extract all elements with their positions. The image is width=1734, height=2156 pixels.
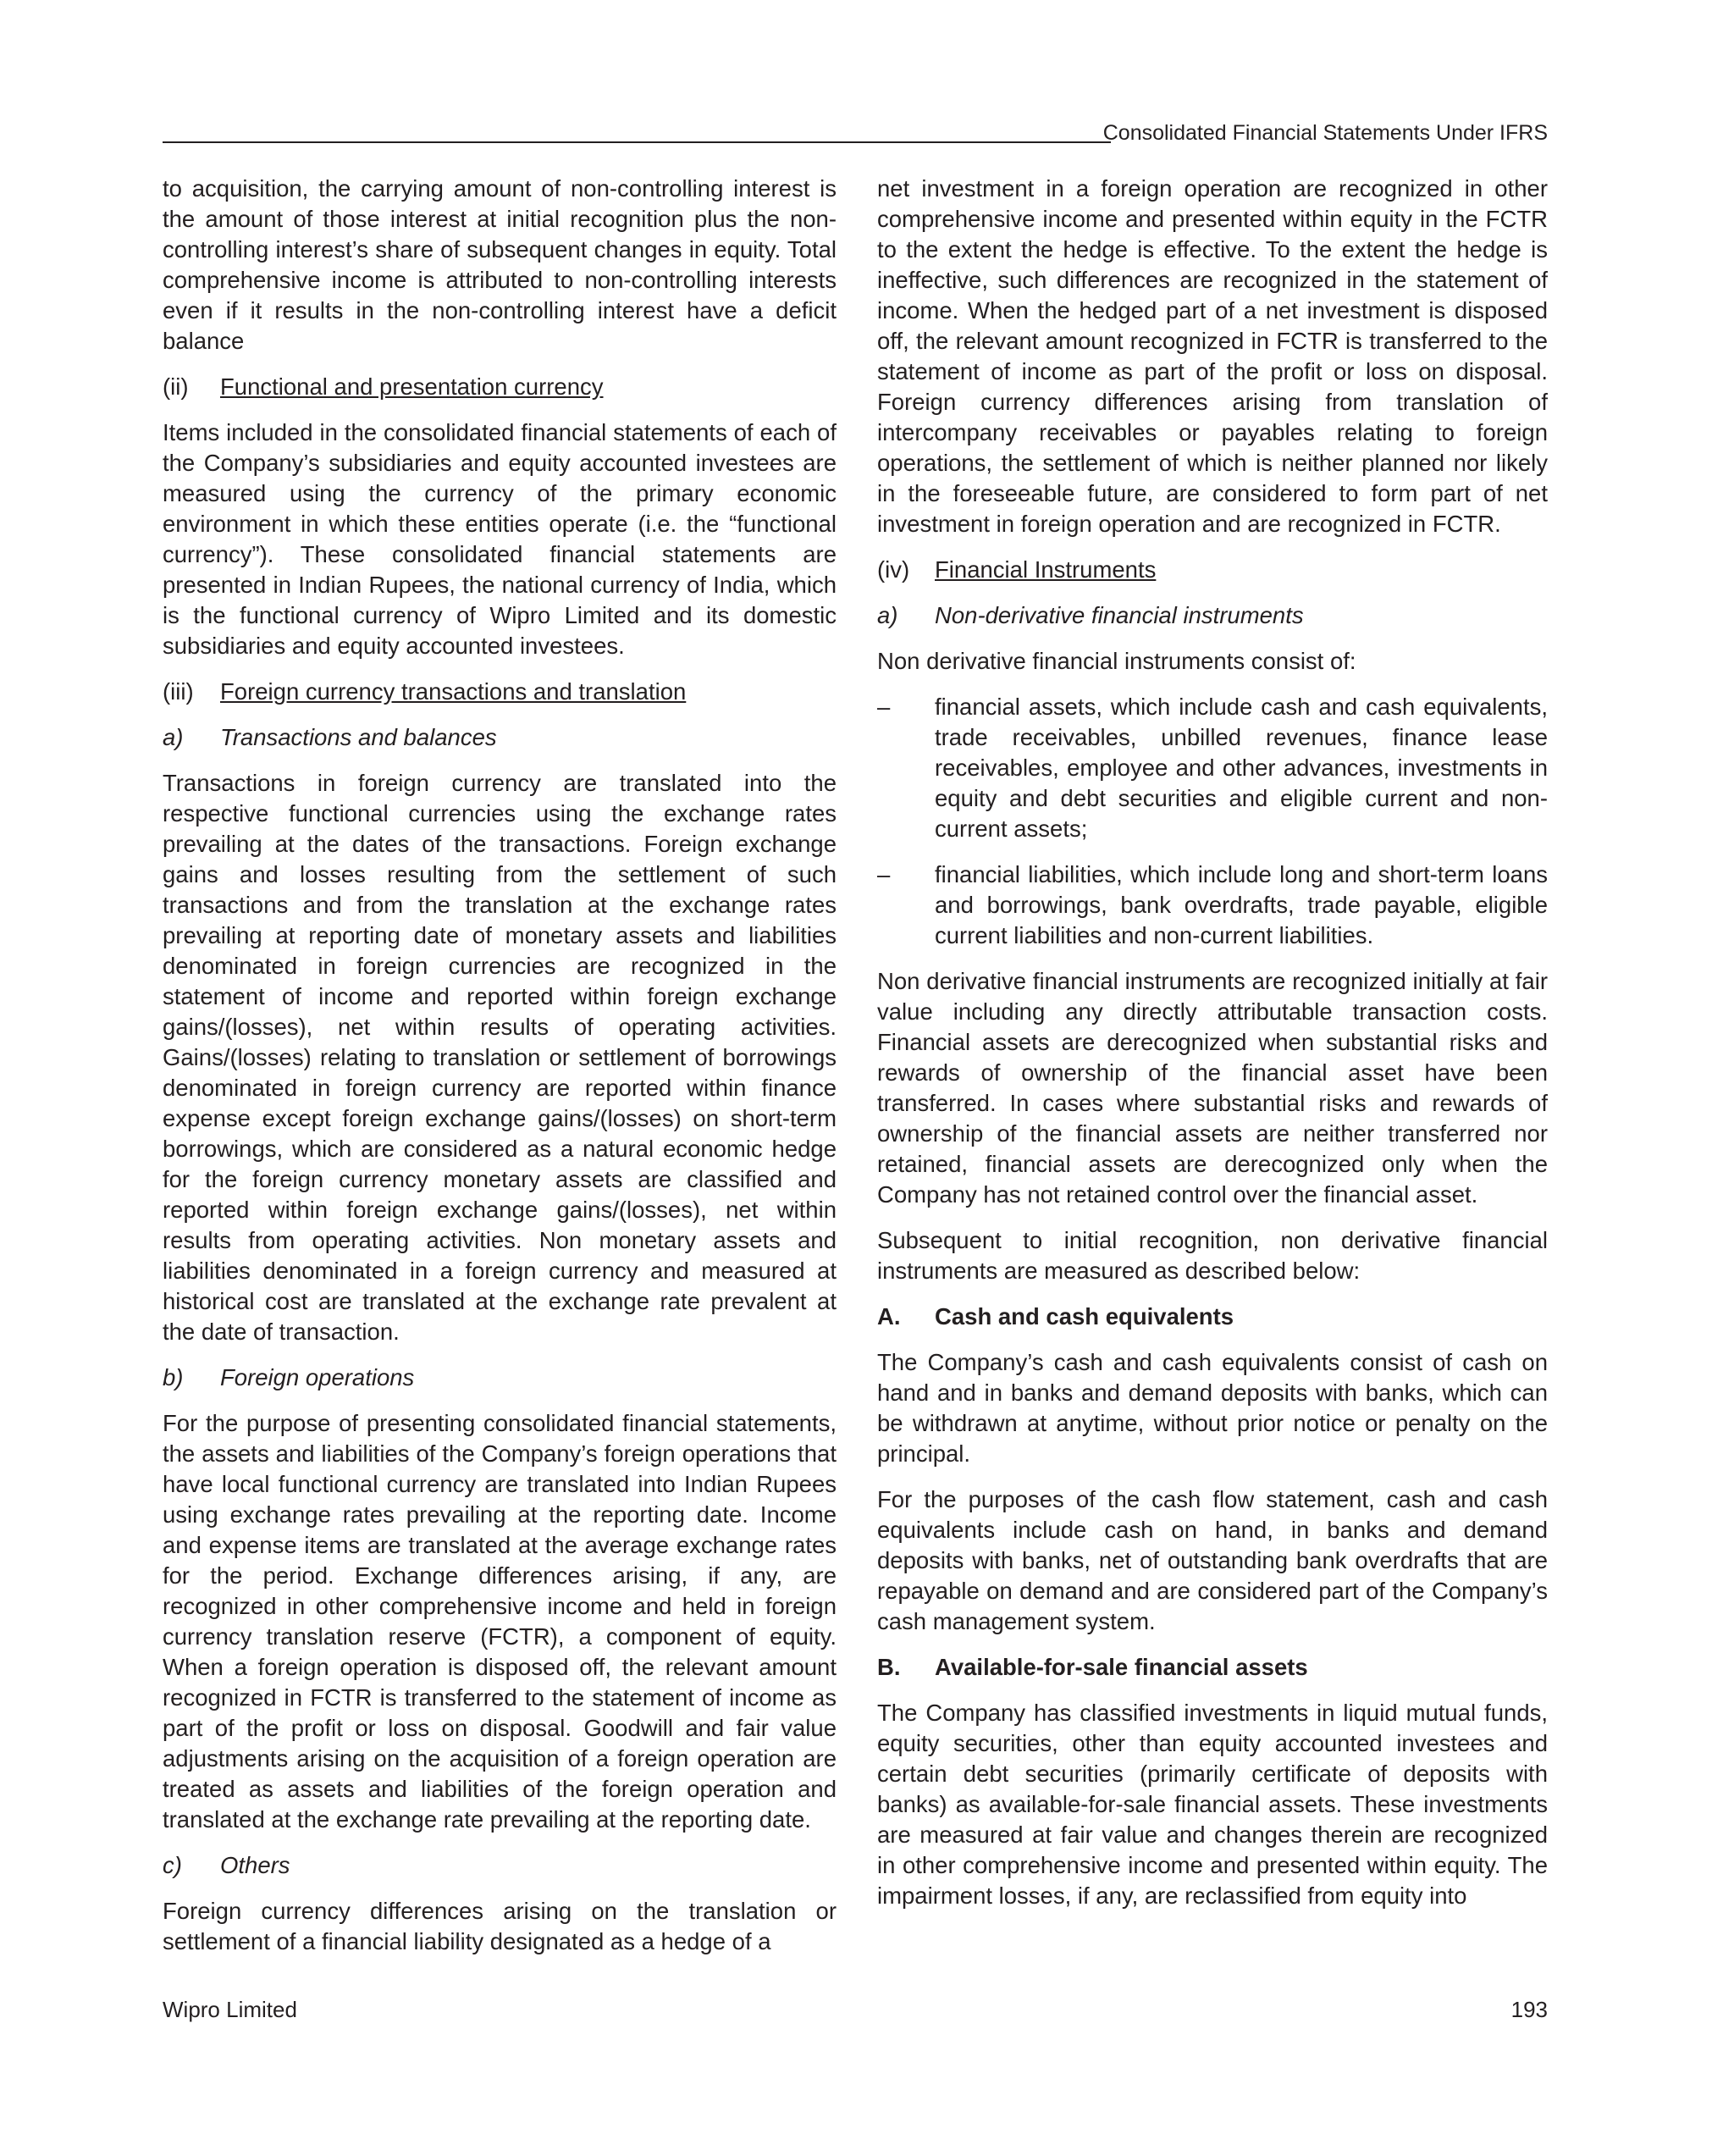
section-number: (ii) [163, 373, 189, 400]
paragraph: Non derivative financial instruments are recognized initially at fair value including any directly attributable transaction costs. Financial assets are derecognized when substantial risks and rewards of ownership of the financial asset have been transferred. In cases where substantial risks and rewards of ownership of the financial assets are neither transferred nor retained, financial assets are derecognized only when the Company has not retained control over the financial asset. [877, 968, 1548, 1208]
paragraph: For the purpose of presenting consolidated financial statements, the assets and liabilities of the Company’s foreign operations that have local functional currency are translated into Indian Rupees using exchange rates prevailing at the reporting date. Income and expense items are translated at the average exchange rates for the period. Exchange differences arising, if any, are recognized in other comprehensive income and held in foreign currency translation reserve (FCTR), a component of equity. When a foreign operation is disposed off, the relevant amount recognized in FCTR is transferred to the statement of income as part of the profit or loss on disposal. Goodwill and fair value adjustments arising on the acquisition of a foreign operation are treated as assets and liabilities of the foreign operation and translated at the exchange rate prevailing at the reporting date. [163, 1410, 837, 1833]
subsection-letter: b) [163, 1364, 184, 1390]
section-heading-iii [163, 677, 837, 707]
heading-title: Available-for-sale financial assets [935, 1654, 1308, 1680]
paragraph: to acquisition, the carrying amount of non-controlling interest is the amount of those interest at initial recognition plus the non-controlling interest’s share of subsequent changes in equity. Total comprehensive income is attributed to non-controlling interests even if it results in the non-controlling interest have a deficit balance [163, 175, 837, 354]
subsection-heading-c [163, 1850, 837, 1881]
paragraph: Items included in the consolidated financial statements of each of the Company’s subsidiaries and equity accounted investees are measured using the currency of the primary economic environment in which these entities operate (i.e. the “functional currency”). These consolidated financial statements are presented in Indian Rupees, the national currency of India, which is the functional currency of Wipro Limited and its domestic subsidiaries and equity accounted investees. [163, 419, 837, 659]
list-item [877, 860, 1548, 951]
paragraph: Transactions in foreign currency are translated into the respective functional currencies using the exchange rates prevailing at the dates of the transactions. Foreign exchange gains and losses resulting from the settlement of such transactions and from the translation at the exchange rates prevailing at reporting date of monetary assets and liabilities denominated in foreign currencies are recognized in the statement of income and reported within foreign exchange gains/(losses), net within results of operating activities. Gains/(losses) relating to translation or settlement of borrowings denominated in foreign currency are reported within finance expense except foreign exchange gains/(losses) on short-term borrowings, which are considered as a natural economic hedge for the foreign currency monetary assets are classified and reported within foreign exchange gains/(losses), net within results from operating activities. Non monetary assets and liabilities denominated in a foreign currency and measured at historical cost are translated at the exchange rate prevalent at the date of transaction. [163, 770, 837, 1345]
subsection-letter: a) [163, 724, 184, 750]
subsection-letter: c) [163, 1852, 182, 1878]
header-rule [163, 141, 1111, 143]
list-item-text: financial assets, which include cash and cash equivalents, trade receivables, unbilled revenues, finance lease receivables, employee and other advances, investments in equity and debt securities and eligible current and non-current assets; [935, 694, 1548, 842]
bullet-dash: – [877, 694, 891, 720]
heading-cash-equivalents [877, 1302, 1548, 1332]
section-number: (iii) [163, 678, 194, 705]
section-heading-ii [163, 372, 837, 402]
page-number: 193 [1510, 1997, 1548, 2022]
subsection-title: Foreign operations [220, 1364, 415, 1390]
section-title: Financial Instruments [935, 556, 1157, 583]
subsection-title: Transactions and balances [220, 724, 497, 750]
section-number: (iv) [877, 556, 910, 583]
heading-letter: B. [877, 1654, 901, 1680]
list-item-text: financial liabilities, which include long and short-term loans and borrowings, bank overdrafts, trade payable, eligible current liabilities and non-current liabilities. [935, 861, 1548, 948]
left-column [163, 174, 837, 1972]
paragraph: For the purposes of the cash flow statement, cash and cash equivalents include cash on hand, in banks and demand deposits with banks, net of outstanding bank overdrafts that are repayable on demand and are considered part of the Company’s cash management system. [877, 1486, 1548, 1634]
subsection-heading-b [163, 1363, 837, 1393]
subsection-title: Non-derivative financial instruments [935, 602, 1304, 628]
section-heading-iv [877, 555, 1548, 585]
paragraph: Foreign currency differences arising on the translation or settlement of a financial liability designated as a hedge of a [163, 1898, 837, 1954]
bullet-dash: – [877, 861, 891, 887]
paragraph: net investment in a foreign operation are recognized in other comprehensive income and presented within equity in the FCTR to the extent the hedge is effective. To the extent the hedge is ineffective, such differences are recognized in the statement of income. When the hedged part of a net investment is disposed off, the relevant amount recognized in FCTR is transferred to the statement of income as part of the profit or loss on disposal. Foreign currency differences arising from translation of intercompany receivables or payables relating to foreign operations, the settlement of which is neither planned nor likely in the foreseeable future, are considered to form part of net investment in foreign operation and are recognized in FCTR. [877, 175, 1548, 537]
heading-available-for-sale [877, 1652, 1548, 1683]
section-title: Functional and presentation currency [220, 373, 604, 400]
subsection-heading-a [163, 722, 837, 753]
subsection-title: Others [220, 1852, 290, 1878]
footer-company: Wipro Limited [163, 1997, 297, 2022]
section-title: Foreign currency transactions and translation [220, 678, 687, 705]
subsection-heading-a [877, 600, 1548, 631]
right-column [877, 174, 1548, 1927]
paragraph: The Company has classified investments in liquid mutual funds, equity securities, other than equity accounted investees and certain debt securities (primarily certificate of deposits with banks) as available-for-sale financial assets. These investments are measured at fair value and changes therein are recognized in other comprehensive income and presented within equity. The impairment losses, if any, are reclassified from equity into [877, 1700, 1548, 1909]
list-item [877, 692, 1548, 844]
heading-title: Cash and cash equivalents [935, 1303, 1234, 1330]
paragraph: Non derivative financial instruments consist of: [877, 648, 1356, 674]
subsection-letter: a) [877, 602, 898, 628]
heading-letter: A. [877, 1303, 901, 1330]
paragraph: Subsequent to initial recognition, non derivative financial instruments are measured as described below: [877, 1227, 1548, 1284]
page-header-title: Consolidated Financial Statements Under IFRS [1102, 121, 1548, 145]
paragraph: The Company’s cash and cash equivalents consist of cash on hand and in banks and demand deposits with banks, which can be withdrawn at anytime, without prior notice or penalty on the principal. [877, 1349, 1548, 1467]
